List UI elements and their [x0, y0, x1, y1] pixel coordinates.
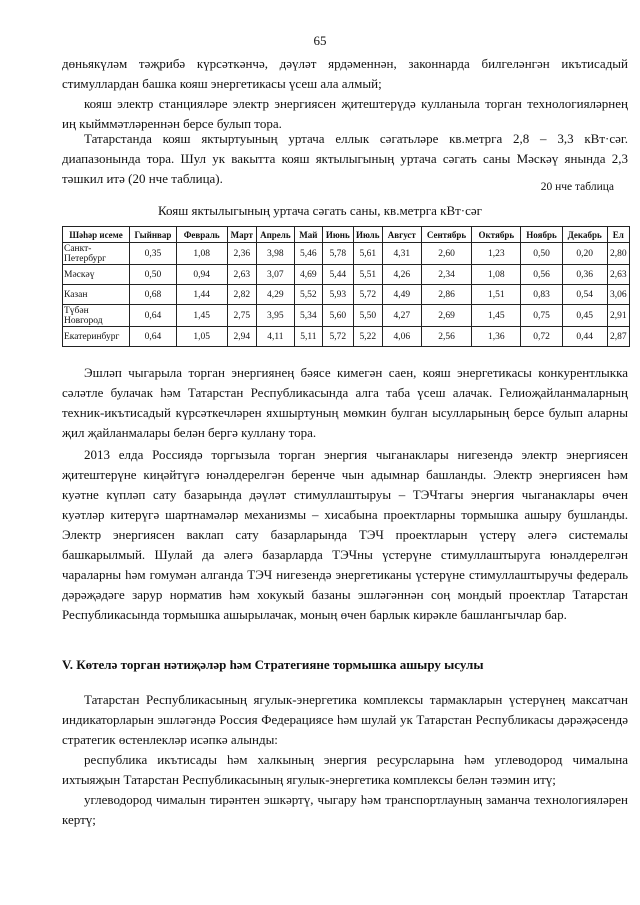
column-header: Май	[294, 227, 322, 243]
value-cell: 2,80	[607, 243, 629, 265]
value-cell: 5,78	[323, 243, 353, 265]
paragraph: республика икътисады һәм халкының энергия ресурсларына һәм углеводород чималына ихтыяҗын Татарстан Республикасының ягулык-энергетика комплексы белән тәэмин итү;	[62, 752, 628, 787]
value-cell: 2,87	[607, 327, 629, 347]
value-cell: 0,45	[562, 305, 607, 327]
value-cell: 1,45	[176, 305, 227, 327]
table-row	[63, 285, 630, 305]
value-cell: 5,72	[323, 327, 353, 347]
value-cell: 1,05	[176, 327, 227, 347]
value-cell: 1,23	[472, 243, 521, 265]
value-cell: 5,72	[353, 285, 382, 305]
value-cell: 2,63	[607, 265, 629, 285]
value-cell: 4,11	[257, 327, 295, 347]
city-cell: Казан	[63, 285, 130, 305]
value-cell: 0,94	[176, 265, 227, 285]
column-header: Август	[383, 227, 422, 243]
value-cell: 2,69	[421, 305, 472, 327]
value-cell: 5,50	[353, 305, 382, 327]
value-cell: 4,49	[383, 285, 422, 305]
paragraph: Эшләп чыгарыла торган энергиянең бәясе кимегән саен, кояш энергетикасы конкурентлыкка сәләтле булачак һәм Татарстан Республикасында алга таба үсеш алачак. Гелиоҗайланмаларның техник-икътисадый күрсәткечләрен яхшыртуның мөмкин булган ысулларының берсе булып аларны җил җайланмалары белән бергә куллану тора.	[62, 365, 628, 440]
table-row	[63, 327, 630, 347]
value-cell: 5,11	[294, 327, 322, 347]
section-heading: V. Көтелә торган нәтиҗәләр һәм Стратегияне тормышка ашыру ысулы	[62, 657, 484, 672]
value-cell: 5,52	[294, 285, 322, 305]
value-cell: 5,60	[323, 305, 353, 327]
column-header: Июль	[353, 227, 382, 243]
paragraph: Татарстан Республикасының ягулык-энергетика комплексы тармакларын үстерүнең максатчан индикаторларын эшләгәндә Россия Федерациясе һәм шулай ук Татарстан Республикасы дәрәҗәсендә стратегик өстенлекләр исәпкә алынды:	[62, 692, 628, 747]
value-cell: 1,45	[472, 305, 521, 327]
city-cell: Мәскәү	[63, 265, 130, 285]
value-cell: 2,36	[227, 243, 256, 265]
value-cell: 5,34	[294, 305, 322, 327]
value-cell: 0,44	[562, 327, 607, 347]
table-row	[63, 265, 630, 285]
table-row	[63, 305, 630, 327]
value-cell: 0,75	[521, 305, 563, 327]
page-number: 65	[313, 33, 327, 48]
value-cell: 2,56	[421, 327, 472, 347]
paragraph: углеводород чималын тирәнтен эшкәртү, чыгару һәм транспортлауның заманча технологияләрен кертү;	[62, 792, 628, 827]
value-cell: 1,36	[472, 327, 521, 347]
column-header: Март	[227, 227, 256, 243]
column-header: Февраль	[176, 227, 227, 243]
table-title: Кояш яктылыгының уртача сәгать саны, кв.метрга кВт·сәг	[157, 203, 483, 218]
value-cell: 4,69	[294, 265, 322, 285]
value-cell: 2,94	[227, 327, 256, 347]
value-cell: 0,68	[130, 285, 177, 305]
value-cell: 5,51	[353, 265, 382, 285]
city-cell: Екатеринбург	[63, 327, 130, 347]
value-cell: 4,06	[383, 327, 422, 347]
value-cell: 1,08	[472, 265, 521, 285]
column-header: Сентябрь	[421, 227, 472, 243]
value-cell: 2,91	[607, 305, 629, 327]
column-header: Декабрь	[562, 227, 607, 243]
value-cell: 0,36	[562, 265, 607, 285]
value-cell: 5,22	[353, 327, 382, 347]
column-header: Ноябрь	[521, 227, 563, 243]
column-header: Гыйнвар	[130, 227, 177, 243]
value-cell: 4,31	[383, 243, 422, 265]
value-cell: 2,75	[227, 305, 256, 327]
value-cell: 0,35	[130, 243, 177, 265]
value-cell: 5,93	[323, 285, 353, 305]
value-cell: 4,26	[383, 265, 422, 285]
table-row	[63, 243, 630, 265]
sunshine-table	[62, 226, 630, 347]
value-cell: 3,06	[607, 285, 629, 305]
column-header: Октябрь	[472, 227, 521, 243]
table-header-row	[63, 227, 630, 243]
value-cell: 0,56	[521, 265, 563, 285]
value-cell: 3,98	[257, 243, 295, 265]
value-cell: 1,44	[176, 285, 227, 305]
value-cell: 2,82	[227, 285, 256, 305]
column-header: Шәһәр исеме	[63, 227, 130, 243]
value-cell: 2,60	[421, 243, 472, 265]
value-cell: 5,46	[294, 243, 322, 265]
value-cell: 0,83	[521, 285, 563, 305]
value-cell: 2,86	[421, 285, 472, 305]
value-cell: 3,07	[257, 265, 295, 285]
value-cell: 1,51	[472, 285, 521, 305]
value-cell: 0,64	[130, 327, 177, 347]
paragraph: кояш электр станцияләре электр энергиясен җитештерүдә кулланыла торган технологияләрнең иң кыйммәтләреннән берсе булып тора.	[62, 96, 628, 131]
value-cell: 5,61	[353, 243, 382, 265]
value-cell: 3,95	[257, 305, 295, 327]
value-cell: 0,50	[521, 243, 563, 265]
value-cell: 5,44	[323, 265, 353, 285]
value-cell: 2,34	[421, 265, 472, 285]
city-cell: Санкт-Петербург	[63, 243, 130, 265]
column-header: Ел	[607, 227, 629, 243]
table-number-label: 20 нче таблица	[540, 181, 614, 193]
value-cell: 2,63	[227, 265, 256, 285]
value-cell: 1,08	[176, 243, 227, 265]
column-header: Апрель	[257, 227, 295, 243]
value-cell: 0,20	[562, 243, 607, 265]
value-cell: 0,72	[521, 327, 563, 347]
value-cell: 0,54	[562, 285, 607, 305]
paragraph: Татарстанда кояш яктыртуының уртача еллык сәгатьләре кв.метрга 2,8 – 3,3 кВт·сәг. диапазонында тора. Шул ук вакытта кояш яктылыгының уртача сәгать саны Мәскәү янында 2,3 тәшкил итә (20 нче таблица).	[62, 131, 628, 186]
value-cell: 0,50	[130, 265, 177, 285]
value-cell: 4,29	[257, 285, 295, 305]
value-cell: 0,64	[130, 305, 177, 327]
value-cell: 4,27	[383, 305, 422, 327]
paragraph: 2013 елда Россиядә торгызыла торган энергия чыганаклары нигезендә электр энергиясен җитештерүне киңәйтүгә юнәлдерелгән беренче чын адымнар башланды. Электр энергиясен һәм куәтне күпләп сату базарында дәүләт стимуллаштыруы – ТЭЧтагы энергия чыганаклары өчен куәтләр китерүгә шартнамәләр механизмы – хисабына проектларны тормышка ашыру бушланды. Электр энергиясен ваклап сату базарларында ТЭЧ проектларын үстерү әлегә системалы башкарылмый. Шулай да әлегә базарларда ТЭЧны үстерүне стимуллаштыруга юнәлдерелгән чараларны һәм гомумән алганда ТЭЧ нигезендә энергетиканы үстерүне стимуллаштыручы федераль дәрәҗәдәге зарур норматив һәм хокукый базаны эшләгәннән соң мондый проектлар Татарстан Республикасында тормышка ашырылачак, моның өчен барлык кирәкле башлангычлар бар.	[62, 447, 628, 622]
city-cell: Түбән Новгород	[63, 305, 130, 327]
column-header: Июнь	[323, 227, 353, 243]
paragraph: дөньякүләм тәҗрибә күрсәткәнчә, дәүләт ярдәменнән, законнарда билгеләнгән икътисадый стимуллардан башка кояш энергетикасы үсеш ала алмый;	[62, 56, 628, 91]
